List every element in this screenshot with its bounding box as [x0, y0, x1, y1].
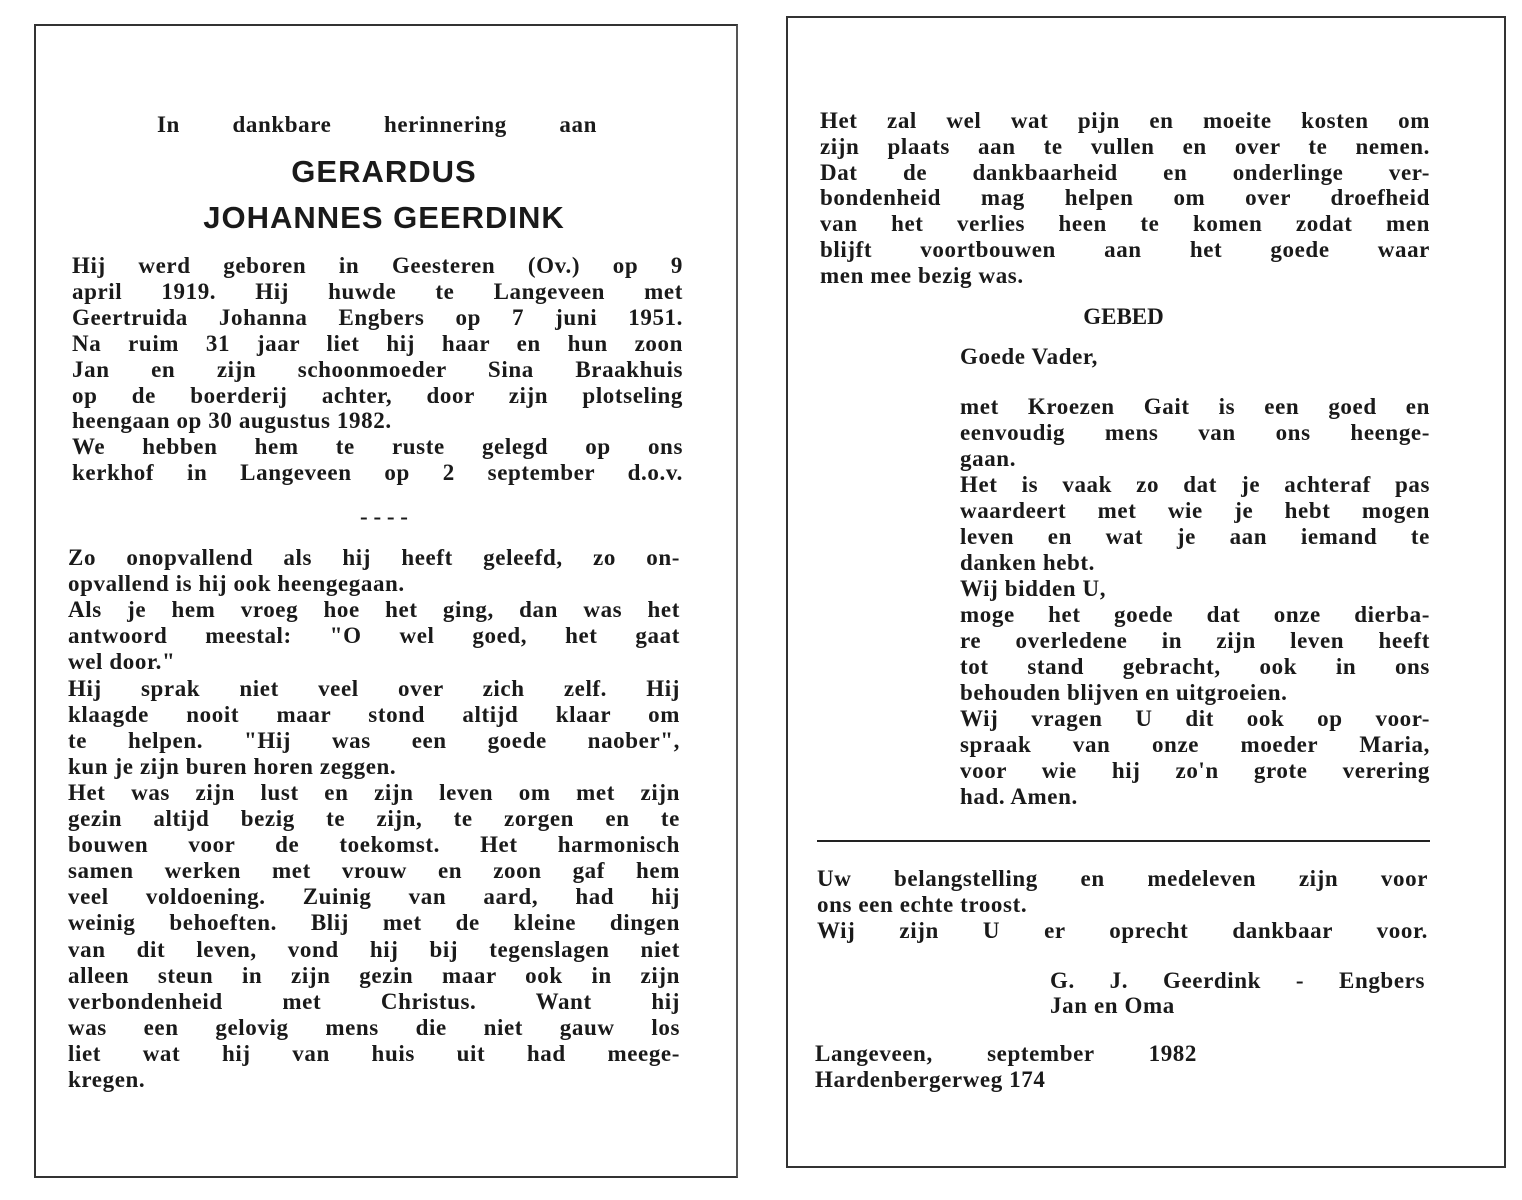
intro-line: bondenheid mag helpen om over droefheid [820, 185, 1430, 211]
tribute-line: wel door." [68, 649, 176, 675]
prayer-line: Wij vragen U dit ook op voor- [960, 706, 1430, 731]
bio-line: Geertruida Johanna Engbers op 7 juni 1951. [72, 304, 683, 330]
tribute-line: Hij sprak niet veel over zich zelf. Hij [68, 675, 680, 701]
intro-line: men mee bezig was. [820, 262, 1024, 288]
tribute-line: verbondenheid met Christus. Want hij [68, 988, 680, 1014]
intro-line: Dat de dankbaarheid en onderlinge ver- [820, 159, 1430, 185]
prayer-line: Het is vaak zo dat je achteraf pas [960, 472, 1430, 497]
intro-line: blijft voortbouwen aan het goede waar [820, 237, 1430, 262]
prayer-line: re overledene in zijn leven heeft [960, 628, 1430, 653]
bio-line: op de boerderij achter, door zijn plotseling [72, 382, 683, 408]
prayer-line: gaan. [960, 446, 1017, 471]
bio-line: Hij werd geboren in Geesteren (Ov.) op 9 [72, 253, 683, 278]
bio-line: heengaan op 30 augustus 1982. [72, 408, 392, 434]
tribute-line: Het was zijn lust en zijn leven om met zijn [68, 779, 680, 805]
tribute-line: Als je hem vroeg hoe het ging, dan was het [68, 597, 680, 623]
bio-line: april 1919. Hij huwde te Langeveen met [72, 278, 683, 304]
prayer-line: behouden blijven en uitgroeien. [960, 680, 1288, 705]
bio-line: Jan en zijn schoonmoeder Sina Braakhuis [72, 356, 683, 382]
bio-line: We hebben hem te ruste gelegd op ons [72, 434, 683, 460]
bio-line: Na ruim 31 jaar liet hij haar en hun zoon [72, 330, 683, 356]
tribute-line: samen werken met vrouw en zoon gaf hem [68, 858, 680, 884]
tribute-line: te helpen. "Hij was een goede naober", [68, 727, 680, 753]
bio-line: kerkhof in Langeveen op 2 september d.o.v. [72, 460, 683, 486]
place-date-line: Langeveen, september 1982 [815, 1041, 1197, 1066]
prayer-line: waardeert met wie je hebt mogen [960, 498, 1430, 523]
name-line-1: GERARDUS [291, 154, 477, 189]
prayer-line: voor wie hij zo'n grote verering [960, 758, 1430, 783]
tribute-line: klaagde nooit maar stond altijd klaar om [68, 701, 680, 727]
name-line-2: JOHANNES GEERDINK [203, 200, 565, 235]
tribute-line: bouwen voor de toekomst. Het harmonisch [68, 832, 680, 858]
tribute-line: gezin altijd bezig te zijn, te zorgen en te [68, 806, 680, 831]
prayer-line: spraak van onze moeder Maria, [960, 732, 1430, 757]
prayer-line: danken hebt. [960, 550, 1096, 575]
place-date-line: Hardenbergerweg 174 [815, 1067, 1046, 1092]
prayer-line: moge het goede dat onze dierba- [960, 602, 1430, 627]
tribute-line: was een gelovig mens die niet gauw los [68, 1014, 680, 1040]
tribute-line: alleen steun in zijn gezin maar ook in zijn [68, 962, 680, 988]
thanks-line: Uw belangstelling en medeleven zijn voor [817, 866, 1428, 891]
signature-line: G. J. Geerdink - Engbers [1050, 968, 1425, 993]
signature-line: Jan en Oma [1050, 993, 1175, 1018]
prayer-line: met Kroezen Gait is een goed en [960, 394, 1430, 419]
divider-line [817, 840, 1430, 842]
tribute-line: opvallend is hij ook heengegaan. [68, 571, 405, 597]
tribute-line: Zo onopvallend als hij heeft geleefd, zo on- [68, 545, 680, 570]
prayer-line: had. Amen. [960, 784, 1078, 809]
separator: - - - - [360, 504, 408, 529]
tribute-line: weinig behoeften. Blij met de kleine dingen [68, 910, 680, 936]
tribute-line: kregen. [68, 1067, 146, 1092]
prayer-salutation: Goede Vader, [960, 344, 1098, 369]
tribute-line: antwoord meestal: "O wel goed, het gaat [68, 623, 680, 649]
intro-text: In dankbare herinnering aan [157, 112, 597, 137]
thanks-line: Wij zijn U er oprecht dankbaar voor. [817, 918, 1428, 943]
prayer-line: tot stand gebracht, ook in ons [960, 654, 1430, 679]
prayer-title: GEBED [1083, 304, 1164, 329]
prayer-line: Wij bidden U, [960, 576, 1107, 601]
intro-line: van het verlies heen te komen zodat men [820, 211, 1430, 237]
thanks-line: ons een echte troost. [817, 892, 1028, 917]
tribute-line: veel voldoening. Zuinig van aard, had hij [68, 884, 680, 910]
prayer-line: leven en wat je aan iemand te [960, 524, 1430, 549]
tribute-line: van dit leven, vond hij bij tegenslagen niet [68, 936, 680, 962]
prayer-line: eenvoudig mens van ons heenge- [960, 420, 1430, 445]
intro-line: zijn plaats aan te vullen en over te nemen. [820, 133, 1430, 159]
tribute-line: liet wat hij van huis uit had meege- [68, 1040, 680, 1066]
tribute-line: kun je zijn buren horen zeggen. [68, 753, 397, 779]
intro-line: Het zal wel wat pijn en moeite kosten om [820, 108, 1430, 133]
